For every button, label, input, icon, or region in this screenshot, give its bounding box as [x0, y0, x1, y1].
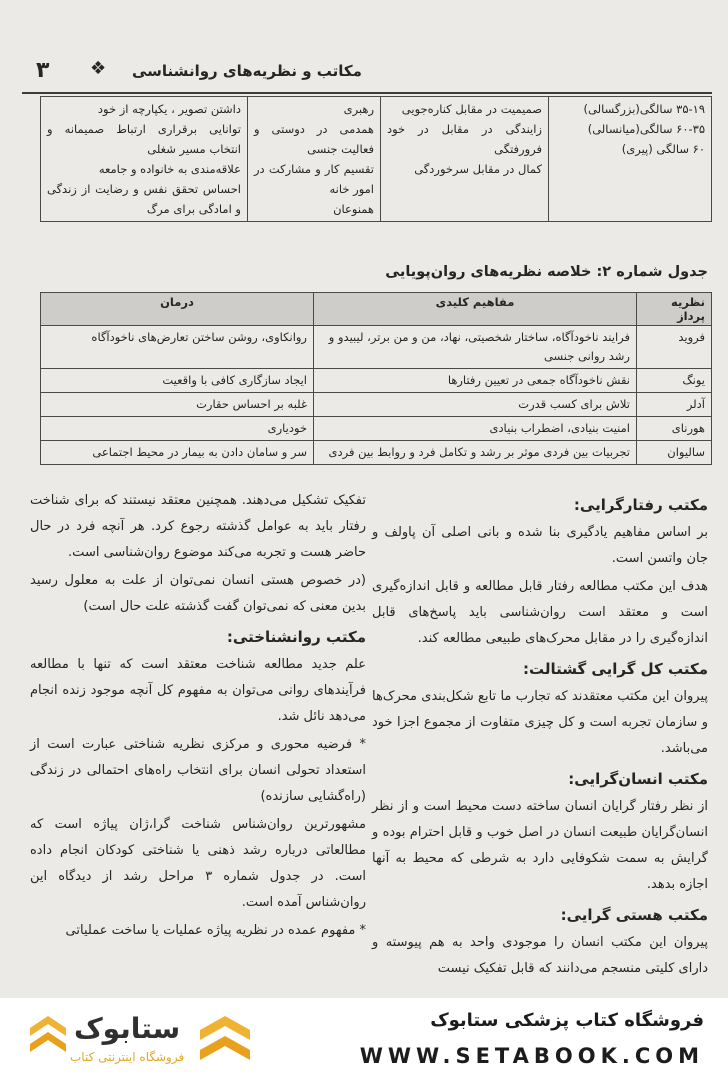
- section-heading-cognitive: مکتب روانشناختی:: [226, 628, 366, 646]
- paragraph: * مفهوم عمده در نظریه پیاژه عملیات یا ساخت عملیاتی: [65, 923, 366, 938]
- paragraph: تفکیک تشکیل می‌دهند. همچنین معتقد نیستند که برای شناخت رفتار باید به عوامل گذشته رجوع کرد. هر آنچه فرد در حال حاضر هست و تجربه می‌کند موضوع روان‌شناسی است.: [30, 493, 366, 560]
- table-cell: فرایند ناخودآگاه، ساختار شخصیتی، نهاد، من و من برتر، لیبیدو و رشد روانی جنسی: [314, 326, 637, 369]
- table-cell: نقش ناخودآگاه جمعی در تعیین رفتارها: [314, 369, 637, 393]
- paragraph: هدف این مکتب مطالعه رفتار قابل مطالعه و قابل اندازه‌گیری است و معتقد است روان‌شناسی باید پاسخ‌های قابل اندازه‌گیری را در مقابل محرک‌های طبیعی مطالعه کند.: [372, 579, 708, 646]
- paragraph: بر اساس مفاهیم یادگیری بنا شده و بانی اصلی آن پاولف و جان واتسن است.: [372, 525, 708, 566]
- table-cell: صمیمیت در مقابل کناره‌جویی زایندگی در مقابل در خود فرورفتگی کمال در مقابل سرخوردگی: [381, 97, 549, 222]
- table-cell: سالیوان: [637, 441, 712, 465]
- section-heading-behaviorism: مکتب رفتارگرایی:: [573, 496, 708, 514]
- table-row: [41, 393, 712, 417]
- right-text-column: [372, 488, 708, 984]
- section-heading-existentialism: مکتب هستی گرایی:: [560, 906, 708, 924]
- paragraph: مشهورترین روان‌شناس شناخت گرا،ژان پیاژه است که مطالعاتی درباره رشد ذهنی یا شناختی کودکان انجام داده است. در جدول شماره ۳ مراحل رشد از دیدگاه این روان‌شناس آمده است.: [30, 817, 366, 910]
- column-header: نظریه پرداز: [637, 293, 712, 326]
- store-logo: [20, 1010, 320, 1072]
- page-number: ۳: [36, 58, 50, 83]
- paragraph: از نظر رفتار گرایان انسان ساخته دست محیط است و از نظر انسان‌گرایان طبیعت انسان در اصل خوب و قابل احترام بوده و گرایش به سمت شکوفایی دارد به شرطی که محیط به آنها اجازه بدهد.: [372, 799, 708, 892]
- table-cell: آدلر: [637, 393, 712, 417]
- table-row: [41, 417, 712, 441]
- table-row: [41, 97, 712, 222]
- table-cell: امنیت بنیادی، اضطراب بنیادی: [314, 417, 637, 441]
- store-name: فروشگاه کتاب پزشکی ستابوک: [430, 1010, 704, 1031]
- table2-title: جدول شماره ۲: خلاصه نظریه‌های روان‌پویایی: [385, 264, 708, 280]
- table-cell: یونگ: [637, 369, 712, 393]
- table-cell: هورنای: [637, 417, 712, 441]
- table-row: [41, 369, 712, 393]
- column-header: درمان: [41, 293, 314, 326]
- table-cell: فروید: [637, 326, 712, 369]
- table-cell: تجربیات بین فردی موثر بر رشد و تکامل فرد و روابط بین فردی: [314, 441, 637, 465]
- page-header: [22, 52, 712, 94]
- table-cell: تلاش برای کسب قدرت: [314, 393, 637, 417]
- table-header-row: [41, 293, 712, 326]
- left-text-column: [30, 488, 366, 946]
- column-header: مفاهیم کلیدی: [314, 293, 637, 326]
- logo-tagline: فروشگاه اینترنتی کتاب: [70, 1050, 185, 1064]
- paragraph: علم جدید مطالعه شناخت معتقد است که تنها با مطالعه فرآیندهای روانی می‌توان به مفهوم کل آنچه موجود زنده انجام می‌دهد نائل شد.: [30, 657, 366, 724]
- table-cell: رهبری همدمی در دوستی و فعالیت جنسی تقسیم کار و مشارکت در امور خانه همنوعان: [248, 97, 381, 222]
- paragraph: (در خصوص هستی انسان نمی‌توان از علت به معلول رسید بدین معنی که نمی‌توان گفت گذشته علت حال است): [30, 573, 366, 614]
- table-cell: ایجاد سازگاری کافی با واقعیت: [41, 369, 314, 393]
- ornament-icon: ❖: [90, 58, 107, 79]
- table-row: [41, 326, 712, 369]
- psychodynamic-theories-table: [40, 292, 712, 465]
- store-banner: [0, 998, 728, 1080]
- section-heading-humanism: مکتب انسان‌گرایی:: [568, 770, 708, 788]
- section-heading-gestalt: مکتب کل گرایی گشتالت:: [522, 660, 708, 678]
- table-cell: غلبه بر احساس حقارت: [41, 393, 314, 417]
- table-cell: داشتن تصویر ، یکپارچه از خود توانایی برقراری ارتباط صمیمانه و انتخاب مسیر شغلی علاقه‌مندی به خانواده و جامعه احساس تحقق نفس و رضایت از زندگی و امادگی برای مرگ: [41, 97, 248, 222]
- development-stages-table: [40, 96, 712, 222]
- paragraph: * فرضیه محوری و مرکزی نظریه شناختی عبارت است از استعداد تحولی انسان برای انتخاب راه‌های احتمالی در زندگی (راه‌گشایی سازنده): [30, 737, 366, 804]
- table-cell: خودیاری: [41, 417, 314, 441]
- table-cell: روانکاوی، روشن ساختن تعارض‌های ناخودآگاه: [41, 326, 314, 369]
- table-row: [41, 441, 712, 465]
- store-url[interactable]: WWW.SETABOOK.COM: [359, 1044, 704, 1068]
- chapter-title: مکاتب و نظریه‌های روانشناسی: [132, 62, 362, 80]
- paragraph: پیروان این مکتب معتقدند که تجارب ما تابع شکل‌بندی محرک‌ها و سازمان تجربه است و کل چیزی متفاوت از مجموع اجزا خود می‌باشد.: [372, 689, 708, 756]
- table-cell: ۳۵-۱۹ سالگی(بزرگسالی) ۶۰-۳۵ سالگی(میانسالی) ۶۰ سالگی (پیری): [549, 97, 712, 222]
- paragraph: پیروان این مکتب انسان را موجودی واحد به هم پیوسته و دارای کلیتی منسجم می‌دانند که قابل تفکیک نیست: [372, 935, 708, 976]
- logo-wordmark: ستابوک: [74, 1012, 181, 1045]
- table-cell: سر و سامان دادن به بیمار در محیط اجتماعی: [41, 441, 314, 465]
